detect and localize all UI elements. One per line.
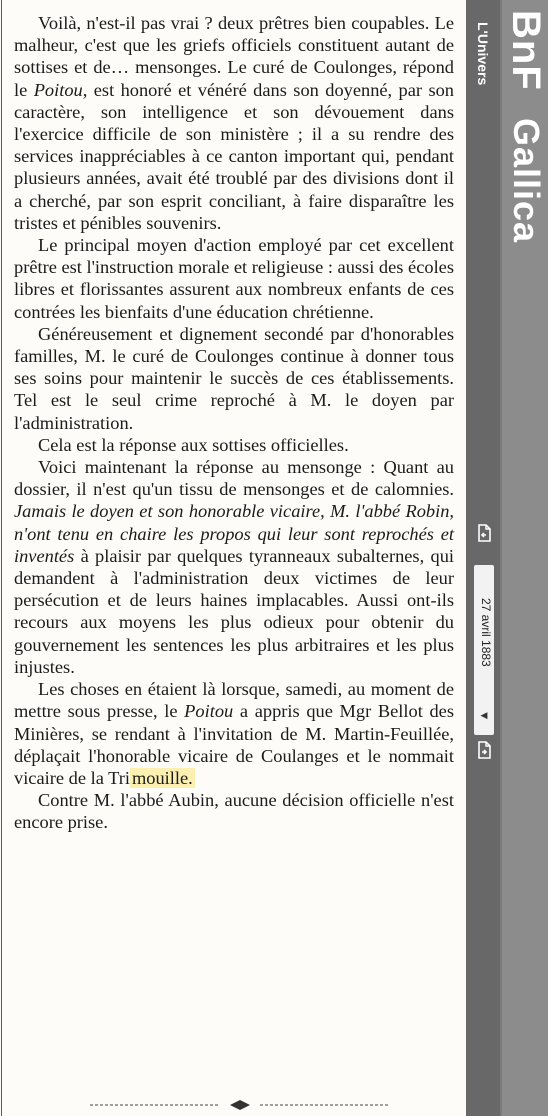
page-next-icon[interactable]: [474, 740, 494, 760]
text-run: Voilà, n'est-il pas vrai ? deux prêtres bien coupables. Le malheur, c'est que les griefs officiels constituent autant de sottises et de… mensonges. Le curé de Coulonges, répond le: [14, 13, 454, 100]
issue-date: 27 avril 1883: [479, 598, 493, 667]
italic-text: Poitou: [184, 701, 234, 722]
search-highlight: mouille.: [131, 767, 193, 788]
chevron-left-icon[interactable]: ◀: [480, 711, 488, 721]
article-paragraph: [14, 678, 454, 789]
article-paragraph: [14, 323, 454, 434]
text-run: Les choses en étaient là lorsque, samedi, au moment de mettre sous presse, le: [14, 679, 454, 722]
text-run: Contre M. l'abbé Aubin, aucune décision officielle n'est encore prise.: [14, 790, 454, 833]
article-text: [14, 12, 454, 834]
italic-text: Poitou: [33, 79, 83, 100]
text-run: a appris que Mgr Bellot des Minières, se rendant à l'invitation de M. Martin-Feuillée, déplaçait l'honorable vicaire de Coulanges et le nommait vicaire de la Tri: [14, 701, 454, 788]
ornament-divider: [90, 1098, 390, 1112]
text-run: Généreusement et dignement secondé par d'honorables familles, M. le curé de Coulonges continue à donner tous ses soins pour maintenir le succès de ces établissements. Tel est le seul crime reproché à M. le doyen par l'administration.: [14, 323, 454, 433]
text-run: Voici maintenant la réponse au mensonge : Quant au dossier, il n'est qu'un tissu de mensonges et de calomnies.: [14, 457, 454, 500]
text-run: , est honoré et vénéré dans son doyenné, par son caractère, son intelligence et son dévouement dans l'exercice difficile de son ministère ; il a su rendre des services inappréciables à ce canton important qui, pendant plusieurs années, avait été troublé par des divisions dont il a cherché, par son esprit conciliant, à faire disparaître les tristes et pénibles souvenirs.: [14, 79, 454, 233]
article-paragraph: [14, 434, 454, 456]
left-column-rule: [1, 0, 2, 1116]
page-prev-icon[interactable]: [474, 523, 494, 543]
sidebar-divider: [500, 0, 502, 1116]
viewer-toolbar: [466, 0, 500, 1116]
article-paragraph: [14, 12, 454, 234]
article-paragraph: [14, 456, 454, 678]
article-paragraph: [14, 234, 454, 323]
article-paragraph: [14, 789, 454, 833]
text-run: Cela est la réponse aux sottises officielles.: [38, 434, 349, 455]
italic-text: Jamais le doyen et son honorable vicaire, M. l'abbé Robin, n'ont tenu en chaire les propos qui leur sont reprochés et inventés: [14, 501, 454, 566]
text-run: à plaisir par quelques tyranneaux subalternes, qui demandent à l'administration deux victimes de leur persécution et de leurs haines implacables. Aussi ont-ils recours aux moyens les plus odieux pour obtenir du gouvernement les sentences les plus arbitraires et les plus injustes.: [14, 545, 454, 677]
text-run: Le principal moyen d'action employé par cet excellent prêtre est l'instruction morale et religieuse : aussi des écoles libres et florissantes assurent aux nombreux enfants de ces contrées les bienfaits d'une éducation chrétienne.: [14, 235, 454, 322]
collection-label[interactable]: L'Univers: [475, 22, 491, 86]
bnf-logo[interactable]: BnF: [504, 10, 548, 91]
gallica-logo[interactable]: Gallica: [506, 118, 547, 244]
